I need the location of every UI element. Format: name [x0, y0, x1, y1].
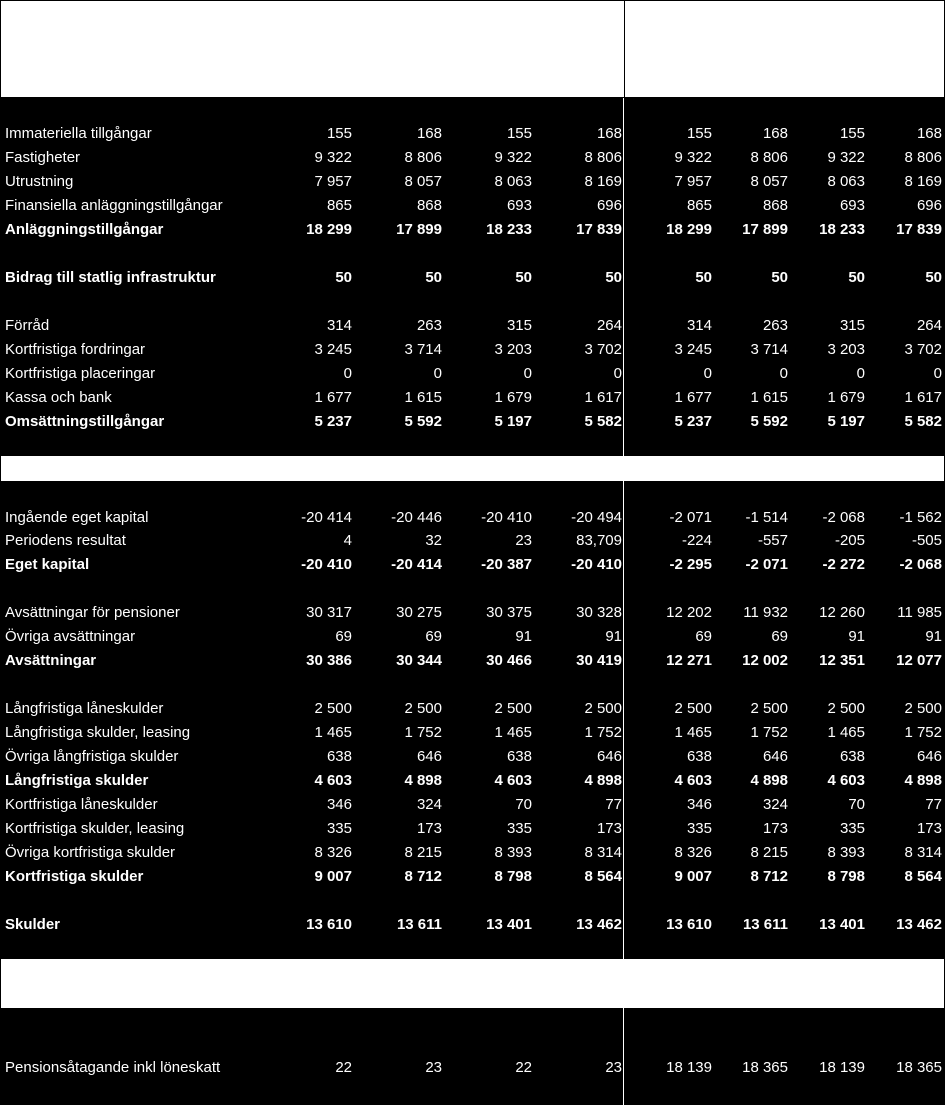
table-cell: -505: [911, 532, 942, 549]
table-cell: 18 365: [896, 1059, 942, 1076]
table-cell: 8 564: [584, 868, 622, 885]
table-row: [0, 913, 945, 937]
table-cell: 9 007: [314, 868, 352, 885]
table-cell: 0: [703, 365, 712, 382]
row-label: Fastigheter: [5, 149, 81, 166]
table-cell: 12 271: [666, 652, 712, 669]
table-cell: 868: [416, 197, 442, 214]
row-label: Övriga kortfristiga skulder: [5, 844, 176, 861]
table-cell: 8 063: [827, 173, 865, 190]
table-cell: 865: [686, 197, 712, 214]
table-cell: 8 798: [827, 868, 865, 885]
table-cell: 12 202: [666, 604, 712, 621]
table-cell: -2 295: [669, 556, 712, 573]
table-cell: 1 679: [494, 389, 532, 406]
table-cell: 17 839: [896, 221, 942, 238]
table-cell: -1 514: [745, 509, 788, 526]
row-label: Ingående eget kapital: [5, 509, 149, 526]
table-cell: -2 071: [669, 509, 712, 526]
table-cell: 5 582: [584, 413, 622, 430]
table-cell: 8 806: [750, 149, 788, 166]
table-cell: 12 351: [819, 652, 865, 669]
table-cell: 8 798: [494, 868, 532, 885]
row-label: Övriga långfristiga skulder: [5, 748, 179, 765]
row-label: Pensionsåtagande inkl löneskatt: [5, 1059, 221, 1076]
table-cell: 13 610: [666, 916, 712, 933]
table-cell: 13 462: [576, 916, 622, 933]
table-cell: 263: [762, 317, 788, 334]
table-row: [0, 793, 945, 817]
table-cell: 1 679: [827, 389, 865, 406]
table-cell: 1 465: [674, 724, 712, 741]
table-cell: -2 068: [822, 509, 865, 526]
table-cell: 693: [506, 197, 532, 214]
table-cell: 168: [416, 125, 442, 142]
table-row: [0, 553, 945, 577]
row-label: Förråd: [5, 317, 50, 334]
table-cell: 50: [925, 269, 942, 286]
table-cell: 1 752: [750, 724, 788, 741]
table-cell: 865: [326, 197, 352, 214]
table-cell: 696: [596, 197, 622, 214]
table-cell: 646: [916, 748, 942, 765]
table-cell: 9 322: [674, 149, 712, 166]
table-cell: 3 203: [827, 341, 865, 358]
table-row: [0, 769, 945, 793]
table-cell: 346: [326, 796, 352, 813]
row-label: Finansiella anläggningstillgångar: [5, 197, 223, 214]
row-label: Skulder: [5, 916, 61, 933]
header-band: [0, 0, 945, 98]
table-row: [0, 506, 945, 530]
table-cell: 50: [695, 269, 712, 286]
section-separator-band: [0, 456, 945, 481]
table-row: [0, 1056, 945, 1080]
row-label: Kassa och bank: [5, 389, 112, 406]
table-cell: 9 007: [674, 868, 712, 885]
table-cell: 8 712: [404, 868, 442, 885]
table-cell: 155: [839, 125, 865, 142]
table-cell: 23: [605, 1059, 622, 1076]
table-cell: 8 806: [904, 149, 942, 166]
table-row: [0, 649, 945, 673]
table-cell: 2 500: [404, 700, 442, 717]
table-cell: 9 322: [494, 149, 532, 166]
table-cell: 314: [686, 317, 712, 334]
table-cell: 1 752: [904, 724, 942, 741]
table-cell: 50: [515, 269, 532, 286]
table-cell: 13 462: [896, 916, 942, 933]
table-cell: 4 603: [314, 772, 352, 789]
row-label: Övriga avsättningar: [5, 628, 136, 645]
table-cell: -20 387: [481, 556, 532, 573]
table-cell: 2 500: [674, 700, 712, 717]
table-row: [0, 601, 945, 625]
table-cell: -20 494: [571, 509, 622, 526]
row-label: Kortfristiga fordringar: [5, 341, 146, 358]
table-cell: 8 063: [494, 173, 532, 190]
table-cell: 3 702: [904, 341, 942, 358]
table-cell: 23: [425, 1059, 442, 1076]
table-cell: 335: [506, 820, 532, 837]
table-cell: 4: [343, 532, 352, 549]
table-cell: 50: [605, 269, 622, 286]
table-cell: 335: [326, 820, 352, 837]
table-cell: 4 603: [827, 772, 865, 789]
table-cell: 346: [686, 796, 712, 813]
table-cell: 18 299: [666, 221, 712, 238]
table-cell: 8 057: [750, 173, 788, 190]
table-cell: -2 068: [899, 556, 942, 573]
table-row: [0, 745, 945, 769]
table-cell: 70: [848, 796, 865, 813]
table-cell: 2 500: [904, 700, 942, 717]
table-cell: 50: [335, 269, 352, 286]
table-cell: 335: [686, 820, 712, 837]
table-cell: 30 328: [576, 604, 622, 621]
table-cell: 50: [848, 269, 865, 286]
table-cell: 91: [925, 628, 942, 645]
table-cell: 315: [506, 317, 532, 334]
table-cell: 168: [916, 125, 942, 142]
table-cell: 173: [596, 820, 622, 837]
table-cell: 696: [916, 197, 942, 214]
table-row: [0, 146, 945, 170]
table-cell: 32: [425, 532, 442, 549]
table-cell: 155: [686, 125, 712, 142]
table-cell: 50: [771, 269, 788, 286]
table-cell: 4 898: [404, 772, 442, 789]
table-cell: 155: [506, 125, 532, 142]
table-cell: 3 702: [584, 341, 622, 358]
table-cell: 30 275: [396, 604, 442, 621]
table-cell: 173: [916, 820, 942, 837]
table-cell: 8 393: [494, 844, 532, 861]
table-cell: 22: [335, 1059, 352, 1076]
table-cell: 69: [425, 628, 442, 645]
table-row: [0, 697, 945, 721]
table-row: [0, 338, 945, 362]
table-row: [0, 386, 945, 410]
table-cell: -2 071: [745, 556, 788, 573]
table-cell: 168: [596, 125, 622, 142]
table-cell: 173: [416, 820, 442, 837]
table-row: [0, 529, 945, 553]
table-row: [0, 122, 945, 146]
row-label: Långfristiga skulder: [5, 772, 149, 789]
table-cell: 646: [596, 748, 622, 765]
table-cell: 5 197: [827, 413, 865, 430]
table-cell: 4 898: [584, 772, 622, 789]
table-cell: -557: [757, 532, 788, 549]
table-cell: 8 169: [584, 173, 622, 190]
row-label: Kortfristiga låneskulder: [5, 796, 158, 813]
table-cell: 11 985: [897, 604, 942, 621]
table-cell: 70: [515, 796, 532, 813]
table-cell: -20 410: [481, 509, 532, 526]
table-cell: 8 806: [404, 149, 442, 166]
table-cell: 18 139: [666, 1059, 712, 1076]
table-cell: 18 139: [819, 1059, 865, 1076]
table-cell: 0: [856, 365, 865, 382]
table-cell: 69: [695, 628, 712, 645]
table-cell: -224: [681, 532, 712, 549]
row-label: Omsättningstillgångar: [5, 413, 165, 430]
table-cell: 0: [613, 365, 622, 382]
table-cell: -20 414: [301, 509, 352, 526]
table-cell: 264: [596, 317, 622, 334]
table-cell: 8 326: [314, 844, 352, 861]
table-cell: -20 410: [301, 556, 352, 573]
table-cell: 30 344: [396, 652, 442, 669]
table-cell: 11 932: [743, 604, 788, 621]
table-cell: 2 500: [584, 700, 622, 717]
row-label: Avsättningar för pensioner: [5, 604, 180, 621]
table-cell: 8 806: [584, 149, 622, 166]
table-cell: 0: [343, 365, 352, 382]
table-cell: 1 615: [404, 389, 442, 406]
table-cell: 1 617: [904, 389, 942, 406]
section-separator-band: [0, 959, 945, 1008]
table-row: [0, 194, 945, 218]
table-cell: 91: [515, 628, 532, 645]
table-cell: 7 957: [314, 173, 352, 190]
table-cell: 2 500: [827, 700, 865, 717]
row-label: Långfristiga skulder, leasing: [5, 724, 191, 741]
table-cell: 77: [605, 796, 622, 813]
table-cell: 1 465: [314, 724, 352, 741]
table-cell: 693: [839, 197, 865, 214]
table-cell: 324: [416, 796, 442, 813]
table-cell: 12 002: [742, 652, 788, 669]
table-cell: 5 582: [904, 413, 942, 430]
table-cell: 12 260: [819, 604, 865, 621]
table-cell: -2 272: [822, 556, 865, 573]
table-cell: 91: [848, 628, 865, 645]
table-cell: 69: [335, 628, 352, 645]
table-cell: 2 500: [750, 700, 788, 717]
table-cell: 13 401: [819, 916, 865, 933]
table-cell: 17 899: [742, 221, 788, 238]
table-cell: 3 203: [494, 341, 532, 358]
table-cell: 8 712: [750, 868, 788, 885]
table-cell: 0: [433, 365, 442, 382]
table-cell: 30 386: [306, 652, 352, 669]
table-cell: 5 237: [314, 413, 352, 430]
table-row: [0, 266, 945, 290]
table-cell: 3 714: [404, 341, 442, 358]
row-label: Eget kapital: [5, 556, 90, 573]
table-cell: 638: [839, 748, 865, 765]
table-cell: 646: [762, 748, 788, 765]
table-cell: 263: [416, 317, 442, 334]
table-cell: 1 752: [404, 724, 442, 741]
table-cell: 9 322: [827, 149, 865, 166]
table-cell: 168: [762, 125, 788, 142]
row-label: Långfristiga låneskulder: [5, 700, 164, 717]
table-cell: 13 610: [306, 916, 352, 933]
table-row: [0, 865, 945, 889]
table-cell: 18 299: [306, 221, 352, 238]
table-cell: 30 466: [486, 652, 532, 669]
table-cell: 8 564: [904, 868, 942, 885]
table-cell: -20 414: [391, 556, 442, 573]
table-cell: 9 322: [314, 149, 352, 166]
row-label: Periodens resultat: [5, 532, 126, 549]
row-label: Anläggningstillgångar: [5, 221, 164, 238]
table-cell: 1 465: [494, 724, 532, 741]
table-row: [0, 841, 945, 865]
table-cell: 264: [916, 317, 942, 334]
table-cell: 17 899: [396, 221, 442, 238]
row-label: Kortfristiga skulder: [5, 868, 144, 885]
table-row: [0, 362, 945, 386]
table-cell: 324: [762, 796, 788, 813]
table-cell: 638: [506, 748, 532, 765]
table-cell: 77: [925, 796, 942, 813]
table-cell: 50: [425, 269, 442, 286]
table-cell: 8 215: [404, 844, 442, 861]
table-cell: 18 233: [486, 221, 532, 238]
table-cell: 5 592: [404, 413, 442, 430]
row-label: Utrustning: [5, 173, 74, 190]
table-cell: 3 245: [314, 341, 352, 358]
table-cell: 69: [771, 628, 788, 645]
table-cell: 17 839: [576, 221, 622, 238]
row-label: Bidrag till statlig infrastruktur: [5, 269, 216, 286]
table-cell: 8 393: [827, 844, 865, 861]
table-cell: 30 419: [576, 652, 622, 669]
table-cell: 8 169: [904, 173, 942, 190]
table-row: [0, 721, 945, 745]
row-label: Immateriella tillgångar: [5, 125, 152, 142]
table-cell: 13 611: [742, 916, 788, 933]
table-cell: 30 375: [486, 604, 532, 621]
table-cell: 173: [762, 820, 788, 837]
table-cell: 8 057: [404, 173, 442, 190]
table-cell: -205: [834, 532, 865, 549]
table-cell: -1 562: [899, 509, 942, 526]
table-cell: -20 410: [571, 556, 622, 573]
table-row: [0, 625, 945, 649]
table-cell: 13 401: [486, 916, 532, 933]
table-cell: 315: [839, 317, 865, 334]
table-cell: 8 215: [750, 844, 788, 861]
table-cell: 8 326: [674, 844, 712, 861]
table-cell: 868: [762, 197, 788, 214]
table-cell: 4 603: [674, 772, 712, 789]
row-label: Kortfristiga placeringar: [5, 365, 156, 382]
table-cell: 1 465: [827, 724, 865, 741]
table-cell: 4 898: [904, 772, 942, 789]
table-cell: 83,709: [576, 532, 622, 549]
table-cell: 1 677: [674, 389, 712, 406]
table-cell: 8 314: [904, 844, 942, 861]
table-row: [0, 817, 945, 841]
table-cell: 155: [326, 125, 352, 142]
table-cell: 314: [326, 317, 352, 334]
table-cell: 4 898: [750, 772, 788, 789]
table-cell: 22: [515, 1059, 532, 1076]
table-cell: 12 077: [896, 652, 942, 669]
table-cell: 1 615: [750, 389, 788, 406]
table-cell: 638: [326, 748, 352, 765]
table-cell: 4 603: [494, 772, 532, 789]
table-cell: 8 314: [584, 844, 622, 861]
table-cell: 3 245: [674, 341, 712, 358]
table-cell: 5 592: [750, 413, 788, 430]
table-cell: 23: [515, 532, 532, 549]
table-cell: 646: [416, 748, 442, 765]
table-cell: 0: [779, 365, 788, 382]
table-cell: 2 500: [314, 700, 352, 717]
table-cell: 2 500: [494, 700, 532, 717]
table-cell: -20 446: [391, 509, 442, 526]
table-cell: 3 714: [750, 341, 788, 358]
table-cell: 13 611: [396, 916, 442, 933]
table-row: [0, 170, 945, 194]
row-label: Kortfristiga skulder, leasing: [5, 820, 185, 837]
table-row: [0, 218, 945, 242]
table-cell: 1 677: [314, 389, 352, 406]
table-cell: 7 957: [674, 173, 712, 190]
table-cell: 91: [605, 628, 622, 645]
table-row: [0, 410, 945, 434]
table-cell: 5 237: [674, 413, 712, 430]
table-cell: 30 317: [306, 604, 352, 621]
table-cell: 1 617: [584, 389, 622, 406]
table-cell: 0: [523, 365, 532, 382]
table-row: [0, 314, 945, 338]
table-cell: 1 752: [584, 724, 622, 741]
table-cell: 18 365: [742, 1059, 788, 1076]
table-cell: 5 197: [494, 413, 532, 430]
table-cell: 335: [839, 820, 865, 837]
row-label: Avsättningar: [5, 652, 97, 669]
table-cell: 0: [933, 365, 942, 382]
table-cell: 638: [686, 748, 712, 765]
table-cell: 18 233: [819, 221, 865, 238]
